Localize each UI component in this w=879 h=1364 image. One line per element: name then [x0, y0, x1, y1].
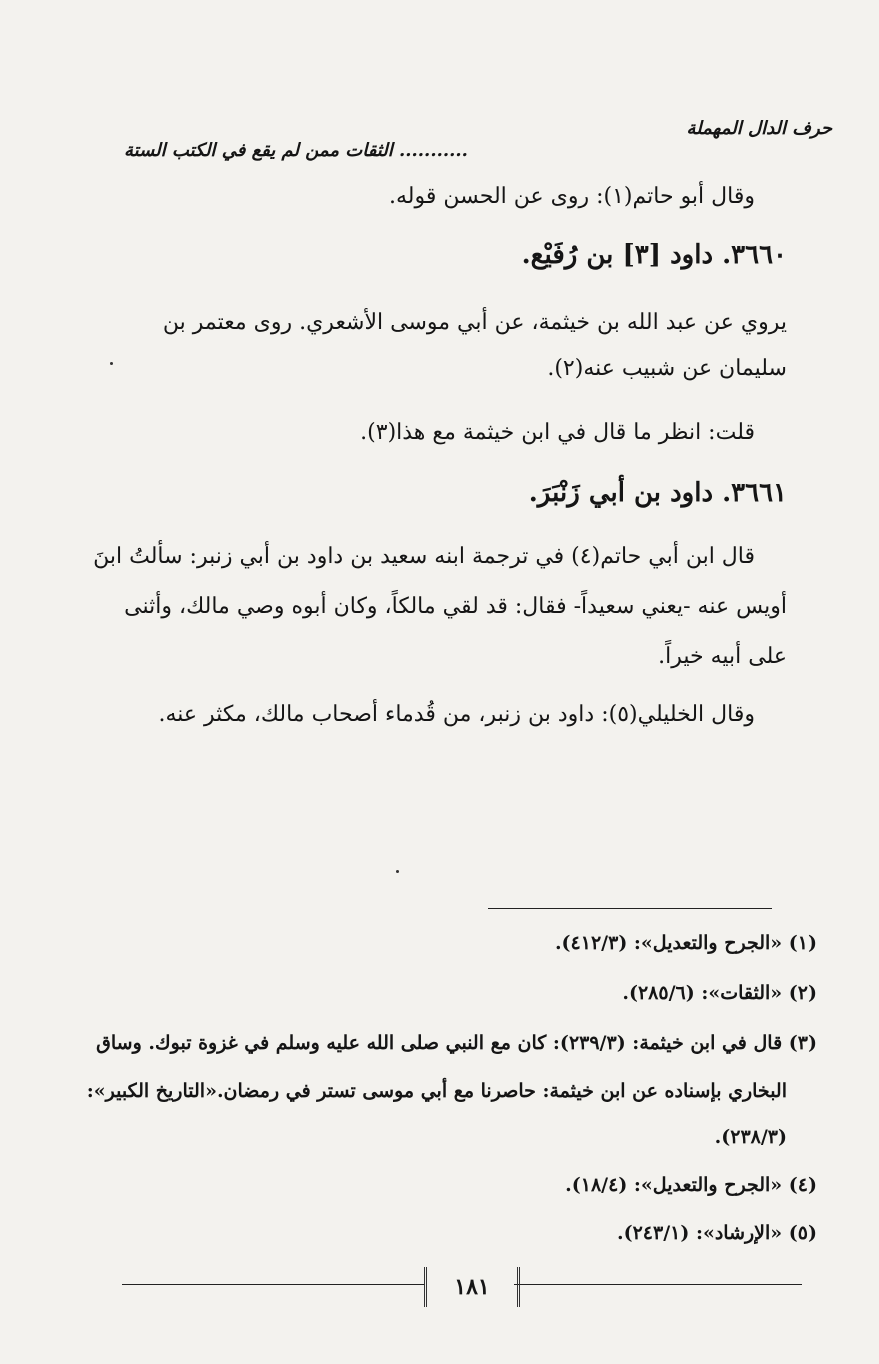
footnote: (٥) «الإرشاد»: (٢٤٣/١).: [616, 1222, 817, 1244]
speck: [396, 870, 399, 873]
text-line: وقال الخليلي(٥): داود بن زنبر، من قُدماء أصحاب مالك، مكثر عنه.: [158, 702, 755, 727]
footnote: (٢) «الثقات»: (٢٨٥/٦).: [622, 982, 817, 1004]
footnote-separator: [488, 908, 772, 909]
text-line: على أبيه خيراً.: [658, 644, 787, 669]
text-line: وقال أبو حاتم(١): روى عن الحسن قوله.: [389, 184, 755, 209]
footer-rule-right: [514, 1284, 802, 1285]
running-header: [116, 118, 832, 168]
page-number: ١٨١: [424, 1267, 520, 1307]
entry-heading: ٣٦٦٠. داود [٣] بن رُفَيْع.: [521, 240, 787, 270]
footnote: (١) «الجرح والتعديل»: (٤١٢/٣).: [554, 932, 817, 954]
book-title: ........... الثقات ممن لم يقع في الكتب الستة: [124, 140, 468, 161]
footer-rule-left: [122, 1284, 424, 1285]
speck: [110, 362, 113, 365]
entry-heading: ٣٦٦١. داود بن أبي زَنْبَرَ.: [528, 478, 787, 508]
text-line: سليمان عن شبيب عنه(٢).: [547, 356, 787, 381]
text-line: أويس عنه -يعني سعيداً- فقال: قد لقي مالكاً، وكان أبوه وصي مالك، وأثنى: [124, 594, 787, 619]
text-line: قال ابن أبي حاتم(٤) في ترجمة ابنه سعيد بن داود بن أبي زنبر: سألتُ ابنَ: [93, 544, 755, 569]
footnote: (٣) قال في ابن خيثمة: (٢٣٩/٣): كان مع النبي صلى الله عليه وسلم في غزوة تبوك. وساق: [96, 1032, 817, 1054]
footnote-continuation: (٢٣٨/٣).: [714, 1126, 787, 1148]
chapter-title: حرف الدال المهملة: [686, 118, 832, 139]
footnote-continuation: البخاري بإسناده عن ابن خيثمة: حاصرنا مع أبي موسى تستر في رمضان.«التاريخ الكبير»:: [86, 1080, 787, 1102]
text-line: قلت: انظر ما قال في ابن خيثمة مع هذا(٣).: [360, 420, 755, 445]
footnote: (٤) «الجرح والتعديل»: (١٨/٤).: [565, 1174, 817, 1196]
text-line: يروي عن عبد الله بن خيثمة، عن أبي موسى الأشعري. روى معتمر بن: [162, 310, 787, 335]
